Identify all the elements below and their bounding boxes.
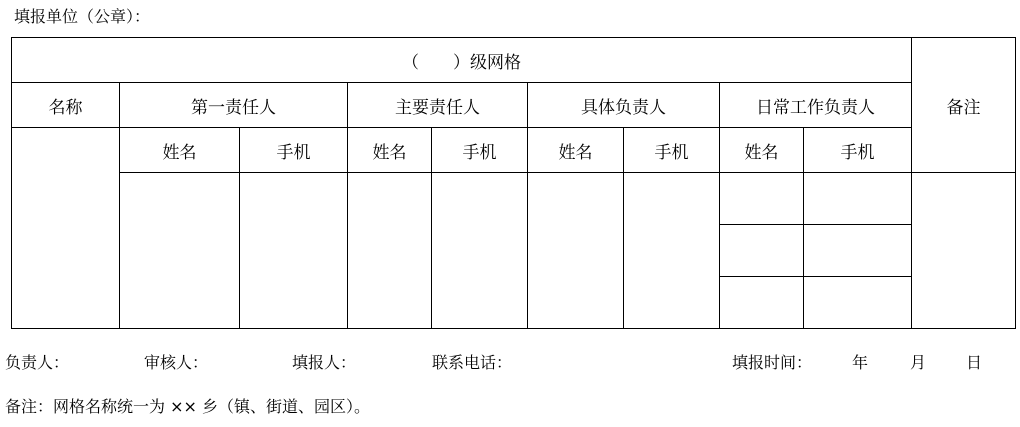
reviewer-label: 审核人： (144, 353, 209, 372)
main-name-subheader: 姓名 (348, 128, 432, 173)
contact-phone-label: 联系电话： (432, 353, 513, 372)
filler-label: 填报人： (292, 353, 357, 372)
main-phone-subheader: 手机 (432, 128, 528, 173)
first-responsible-header: 第一责任人 (120, 83, 348, 128)
signature-footer (0, 350, 1020, 372)
specific-name-subheader: 姓名 (528, 128, 624, 173)
main-responsible-header: 主要责任人 (348, 83, 528, 128)
daily-name-cell[interactable] (720, 277, 804, 329)
year-label: 年 (852, 353, 869, 372)
fill-time-label: 填报时间： (732, 353, 813, 372)
first-name-cell[interactable] (120, 173, 240, 329)
daily-phone-cell[interactable] (804, 173, 912, 225)
first-phone-cell[interactable] (240, 173, 348, 329)
specific-responsible-header: 具体负责人 (528, 83, 720, 128)
grid-level-title: （ ）级网格 (12, 38, 912, 83)
daily-name-subheader: 姓名 (720, 128, 804, 173)
daily-name-cell[interactable] (720, 173, 804, 225)
main-name-cell[interactable] (348, 173, 432, 329)
first-name-subheader: 姓名 (120, 128, 240, 173)
specific-phone-cell[interactable] (624, 173, 720, 329)
daily-phone-cell[interactable] (804, 225, 912, 277)
reporting-unit-label: 填报单位（公章）： (14, 7, 151, 26)
remark-header: 备注 (912, 38, 1016, 173)
specific-name-cell[interactable] (528, 173, 624, 329)
month-label: 月 (910, 353, 927, 372)
main-phone-cell[interactable] (432, 173, 528, 329)
daily-work-responsible-header: 日常工作负责人 (720, 83, 912, 128)
remark-note: 备注：网格名称统一为 ×× 乡（镇、街道、园区）。 (5, 397, 370, 416)
name-header: 名称 (12, 83, 120, 128)
day-label: 日 (966, 353, 983, 372)
daily-phone-cell[interactable] (804, 277, 912, 329)
daily-phone-subheader: 手机 (804, 128, 912, 173)
first-phone-subheader: 手机 (240, 128, 348, 173)
remark-cell[interactable] (912, 173, 1016, 329)
daily-name-cell[interactable] (720, 225, 804, 277)
name-cell[interactable] (12, 128, 120, 329)
specific-phone-subheader: 手机 (624, 128, 720, 173)
grid-responsibility-table (11, 37, 1016, 329)
person-in-charge-label: 负责人： (5, 353, 70, 372)
